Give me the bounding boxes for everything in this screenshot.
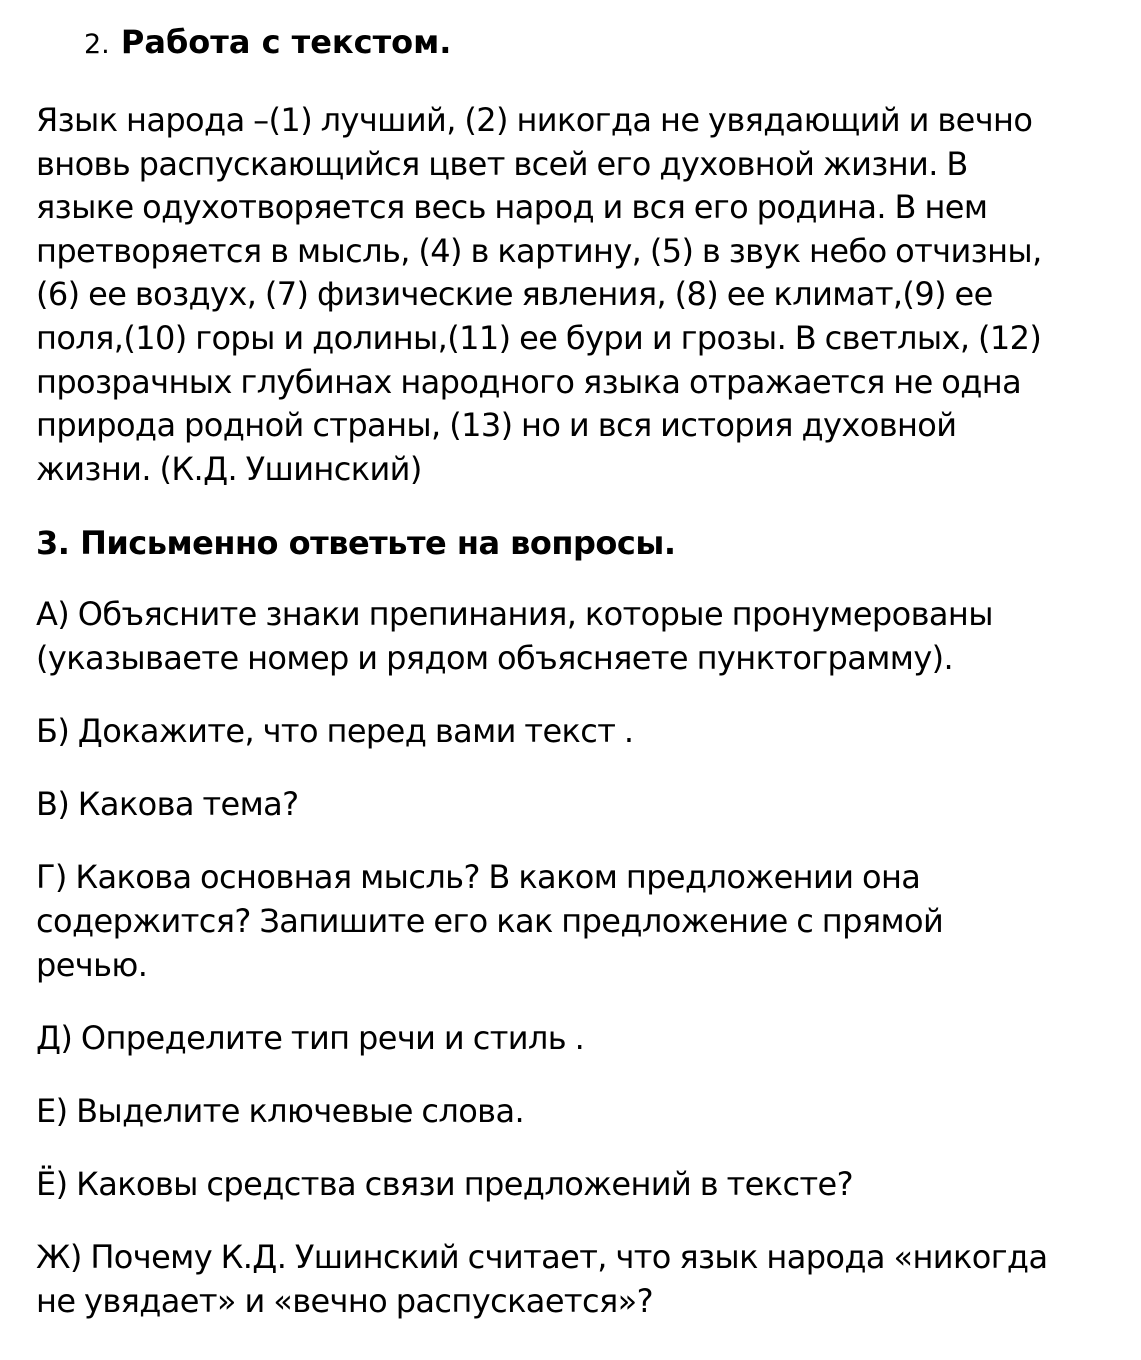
question-line: Г) Какова основная мысль? В каком предложении она bbox=[36, 858, 921, 897]
question-e bbox=[36, 1089, 1126, 1133]
passage-line: претворяется в мысль, (4) в картину, (5) в звук небо отчизны, bbox=[36, 231, 1042, 270]
passage-line: (6) ее воздух, (7) физические явления, (8) ее климат,(9) ее bbox=[36, 275, 993, 314]
passage-line: жизни. (К.Д. Ушинский) bbox=[36, 449, 422, 488]
passage-line: Язык народа –(1) лучший, (2) никогда не увядающий и вечно bbox=[36, 101, 1033, 139]
question-line: Ё) Каковы средства связи предложений в тексте? bbox=[36, 1165, 853, 1204]
passage-line: вновь распускающийся цвет всей его духовной жизни. В bbox=[36, 144, 968, 183]
question-line: не увядает» и «вечно распускается»? bbox=[36, 1282, 653, 1321]
section-2-title: Работа с текстом. bbox=[120, 23, 452, 61]
section-3-title: 3. Письменно ответьте на вопросы bbox=[36, 524, 664, 563]
section-2-heading bbox=[84, 22, 1126, 65]
ushinsky-passage bbox=[36, 99, 1126, 491]
section-3-period: . bbox=[663, 524, 676, 563]
passage-line: языке одухотворяется весь народ и вся его родина. В нем bbox=[36, 188, 988, 227]
question-line: речью. bbox=[36, 946, 148, 985]
question-line: Д) Определите тип речи и стиль . bbox=[36, 1019, 585, 1058]
question-d bbox=[36, 1016, 1126, 1060]
question-v bbox=[36, 782, 1126, 826]
passage-line: поля,(10) горы и долины,(11) ее бури и грозы. В светлых, (12) bbox=[36, 318, 1042, 357]
question-g bbox=[36, 855, 1126, 987]
question-line: Б) Докажите, что перед вами текст . bbox=[36, 712, 634, 751]
question-yo bbox=[36, 1162, 1126, 1206]
question-line: (указываете номер и рядом объясняете пунктограмму). bbox=[36, 639, 954, 678]
question-line: содержится? Запишите его как предложение с прямой bbox=[36, 902, 944, 941]
question-b bbox=[36, 709, 1126, 753]
question-line: Е) Выделите ключевые слова. bbox=[36, 1092, 525, 1131]
section-3-heading bbox=[36, 523, 1126, 563]
question-line: А) Объясните знаки препинания, которые пронумерованы bbox=[36, 595, 993, 634]
passage-line: прозрачных глубинах народного языка отражается не одна bbox=[36, 362, 1022, 401]
section-2-number: 2. bbox=[84, 29, 110, 60]
question-zh bbox=[36, 1235, 1126, 1323]
passage-line: природа родной страны, (13) но и вся история духовной bbox=[36, 406, 957, 445]
question-line: Ж) Почему К.Д. Ушинский считает, что язык народа «никогда bbox=[36, 1238, 1048, 1277]
question-a bbox=[36, 592, 1126, 680]
document-page bbox=[36, 22, 1126, 1323]
question-line: В) Какова тема? bbox=[36, 785, 299, 824]
